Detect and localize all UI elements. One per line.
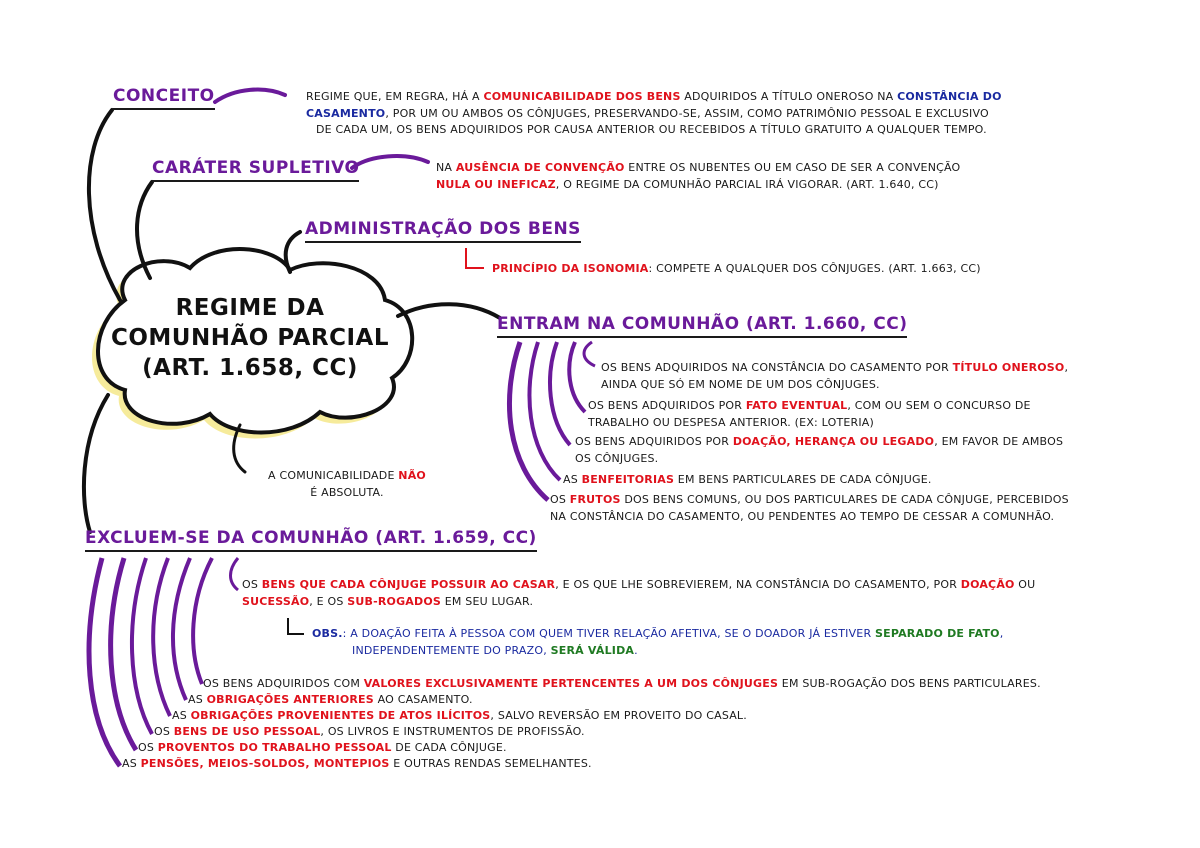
highlight-text: OBS. [312, 627, 343, 640]
highlight-text: DOAÇÃO [960, 578, 1015, 591]
text-segment: E OUTRAS RENDAS SEMELHANTES. [389, 757, 592, 770]
central-title-line-3: (ART. 1.658, CC) [142, 355, 358, 381]
nota-comunicabilidade [262, 468, 432, 501]
text-segment: OS [550, 493, 570, 506]
conceito-line-1 [306, 89, 1002, 106]
text-segment: OS BENS ADQUIRIDOS POR [575, 435, 733, 448]
text-segment: DE CADA UM, OS BENS ADQUIRIDOS POR CAUSA ANTERIOR OU RECEBIDOS A TÍTULO GRATUITO A QUALQUER TEMPO. [316, 123, 987, 136]
entram-item-4-line-1 [563, 472, 932, 489]
highlight-text: COMUNICABILIDADE DOS BENS [483, 90, 681, 103]
highlight-text: CONSTÂNCIA DO [897, 90, 1002, 103]
heading-entram-title: ENTRAM NA COMUNHÃO [497, 314, 740, 334]
entram-item-5 [550, 492, 1069, 525]
text-segment: , O REGIME DA COMUNHÃO PARCIAL IRÁ VIGORAR. (ART. 1.640, CC) [555, 177, 939, 191]
nota-line-1 [262, 468, 432, 485]
heading-carater-supletivo: CARÁTER SUPLETIVO [152, 158, 359, 182]
heading-excluem [85, 528, 537, 552]
carater-line-1 [436, 160, 960, 177]
text-segment: OS CÔNJUGES. [575, 451, 659, 465]
entram-item-5-line-1 [550, 492, 1069, 509]
text-segment: EM BENS PARTICULARES DE CADA CÔNJUGE. [674, 473, 932, 486]
highlight-text: TÍTULO ONEROSO [952, 361, 1065, 374]
excluem-item-3 [172, 708, 747, 725]
excluem-item-2 [188, 692, 473, 709]
text-segment: , E OS [309, 594, 348, 608]
entram-item-3 [575, 434, 1063, 467]
administracao-text [492, 261, 981, 278]
excluem-first-line-1 [242, 577, 1035, 594]
excluem-item-4 [154, 724, 585, 741]
heading-excluem-article: (ART. 1.659, CC) [368, 528, 537, 548]
text-segment: OS BENS ADQUIRIDOS POR [588, 399, 746, 412]
heading-conceito: CONCEITO [113, 86, 215, 110]
entram-item-3-line-2 [575, 451, 1063, 468]
entram-item-1-line-2 [601, 377, 1068, 394]
text-segment: OS [138, 741, 158, 754]
excluem-first-item [242, 577, 1035, 610]
text-segment: REGIME QUE, EM REGRA, HÁ A [306, 90, 484, 103]
text-segment: EM SEU LUGAR. [441, 594, 534, 608]
text-segment: É ABSOLUTA. [310, 485, 384, 499]
text-segment: . [634, 643, 638, 657]
highlight-text: DOAÇÃO, HERANÇA OU LEGADO [732, 435, 935, 448]
entram-item-1 [601, 360, 1068, 393]
conceito-line-2 [306, 106, 1002, 123]
highlight-text: OBRIGAÇÕES ANTERIORES [206, 693, 374, 706]
entram-item-2 [588, 398, 1031, 431]
text-segment: OS [242, 578, 262, 591]
excluem-obs [312, 626, 1003, 659]
highlight-text: AUSÊNCIA DE CONVENÇÃO [455, 161, 625, 174]
nota-line-2 [262, 485, 432, 502]
text-segment: OS BENS ADQUIRIDOS NA CONSTÂNCIA DO CASAMENTO POR [601, 361, 953, 374]
entram-item-5-line-2 [550, 509, 1069, 526]
text-segment: TRABALHO OU DESPESA ANTERIOR. (EX: LOTERIA) [588, 415, 875, 429]
entram-item-4 [563, 472, 932, 489]
text-segment: AINDA QUE SÓ EM NOME DE UM DOS CÔNJUGES. [601, 377, 880, 391]
text-segment: AO CASAMENTO. [373, 693, 473, 706]
entram-item-2-line-1 [588, 398, 1031, 415]
text-segment: AS [122, 757, 141, 770]
conceito-text [306, 89, 1002, 139]
highlight-text: SERÁ VÁLIDA [550, 643, 635, 657]
highlight-text: SEPARADO DE FATO [875, 627, 1000, 640]
text-segment: EM SUB-ROGAÇÃO DOS BENS PARTICULARES. [778, 677, 1041, 690]
text-segment: , OS LIVROS E INSTRUMENTOS DE PROFISSÃO. [320, 725, 585, 738]
excluem-item-5 [138, 740, 507, 757]
heading-entram-article: (ART. 1.660, CC) [739, 314, 908, 334]
highlight-text: PRINCÍPIO DA ISONOMIA [492, 262, 649, 275]
text-segment: DE CADA CÔNJUGE. [391, 741, 507, 754]
highlight-text: BENFEITORIAS [581, 473, 675, 486]
excluem-item-1 [203, 676, 1041, 693]
text-segment: A COMUNICABILIDADE [268, 469, 399, 482]
conceito-line-3 [306, 122, 1002, 139]
highlight-text: FATO EVENTUAL [745, 399, 848, 412]
text-segment: , SALVO REVERSÃO EM PROVEITO DO CASAL. [490, 709, 747, 722]
central-title-line-1: REGIME DA [175, 295, 325, 321]
text-segment: OU [1014, 578, 1036, 591]
central-title-line-2: COMUNHÃO PARCIAL [110, 325, 389, 351]
heading-entram [497, 314, 907, 338]
highlight-text: SUB-ROGADOS [347, 594, 442, 608]
text-segment: , EM FAVOR DE AMBOS [934, 435, 1064, 448]
administracao-line-1 [492, 261, 981, 278]
text-segment: : COMPETE A QUALQUER DOS CÔNJUGES. (ART. 1.663, CC) [648, 262, 981, 275]
highlight-text: PENSÕES, MEIOS-SOLDOS, MONTEPIOS [140, 757, 390, 770]
carater-line-2 [436, 177, 960, 194]
text-segment: , E OS QUE LHE SOBREVIEREM, NA CONSTÂNCIA DO CASAMENTO, POR [555, 578, 961, 591]
text-segment: , [999, 627, 1004, 640]
entram-item-3-line-1 [575, 434, 1063, 451]
text-segment: , POR UM OU AMBOS OS CÔNJUGES, PRESERVANDO-SE, ASSIM, COMO PATRIMÔNIO PESSOAL E EXCLUSIVO [385, 106, 989, 120]
entram-item-1-line-1 [601, 360, 1068, 377]
text-segment: OS [154, 725, 174, 738]
text-segment: NA [436, 161, 456, 174]
highlight-text: OBRIGAÇÕES PROVENIENTES DE ATOS ILÍCITOS [190, 709, 491, 722]
highlight-text: VALORES EXCLUSIVAMENTE PERTENCENTES A UM DOS CÔNJUGES [363, 677, 779, 690]
text-segment: ADQUIRIDOS A TÍTULO ONEROSO NA [680, 90, 898, 103]
highlight-text: CASAMENTO [306, 106, 386, 120]
text-segment: ENTRE OS NUBENTES OU EM CASO DE SER A CONVENÇÃO [624, 161, 961, 174]
text-segment: NA CONSTÂNCIA DO CASAMENTO, OU PENDENTES AO TEMPO DE CESSAR A COMUNHÃO. [550, 509, 1055, 523]
text-segment: OS BENS ADQUIRIDOS COM [203, 677, 364, 690]
text-segment: , COM OU SEM O CONCURSO DE [847, 399, 1031, 412]
highlight-text: NÃO [398, 469, 426, 482]
heading-administracao: ADMINISTRAÇÃO DOS BENS [305, 219, 581, 243]
highlight-text: BENS DE USO PESSOAL [173, 725, 321, 738]
central-title [110, 293, 390, 383]
excluem-item-6 [122, 756, 592, 773]
text-segment: AS [172, 709, 191, 722]
text-segment: : A DOAÇÃO FEITA À PESSOA COM QUEM TIVER RELAÇÃO AFETIVA, SE O DOADOR JÁ ESTIVER [342, 627, 875, 640]
text-segment: , [1064, 361, 1069, 374]
text-segment: AS [563, 473, 582, 486]
excluem-obs-line-1 [312, 626, 1003, 643]
highlight-text: FRUTOS [569, 493, 621, 506]
highlight-text: NULA OU INEFICAZ [436, 177, 556, 191]
entram-item-2-line-2 [588, 415, 1031, 432]
heading-excluem-title: EXCLUEM-SE DA COMUNHÃO [85, 528, 369, 548]
excluem-first-line-2 [242, 594, 1035, 611]
text-segment: AS [188, 693, 207, 706]
highlight-text: PROVENTOS DO TRABALHO PESSOAL [157, 741, 392, 754]
excluem-obs-line-2 [312, 643, 1003, 660]
highlight-text: BENS QUE CADA CÔNJUGE POSSUIR AO CASAR [261, 578, 556, 591]
carater-text [436, 160, 960, 193]
text-segment: DOS BENS COMUNS, OU DOS PARTICULARES DE CADA CÔNJUGE, PERCEBIDOS [620, 493, 1069, 506]
highlight-text: SUCESSÃO [242, 594, 310, 608]
text-segment: INDEPENDENTEMENTE DO PRAZO, [352, 643, 551, 657]
